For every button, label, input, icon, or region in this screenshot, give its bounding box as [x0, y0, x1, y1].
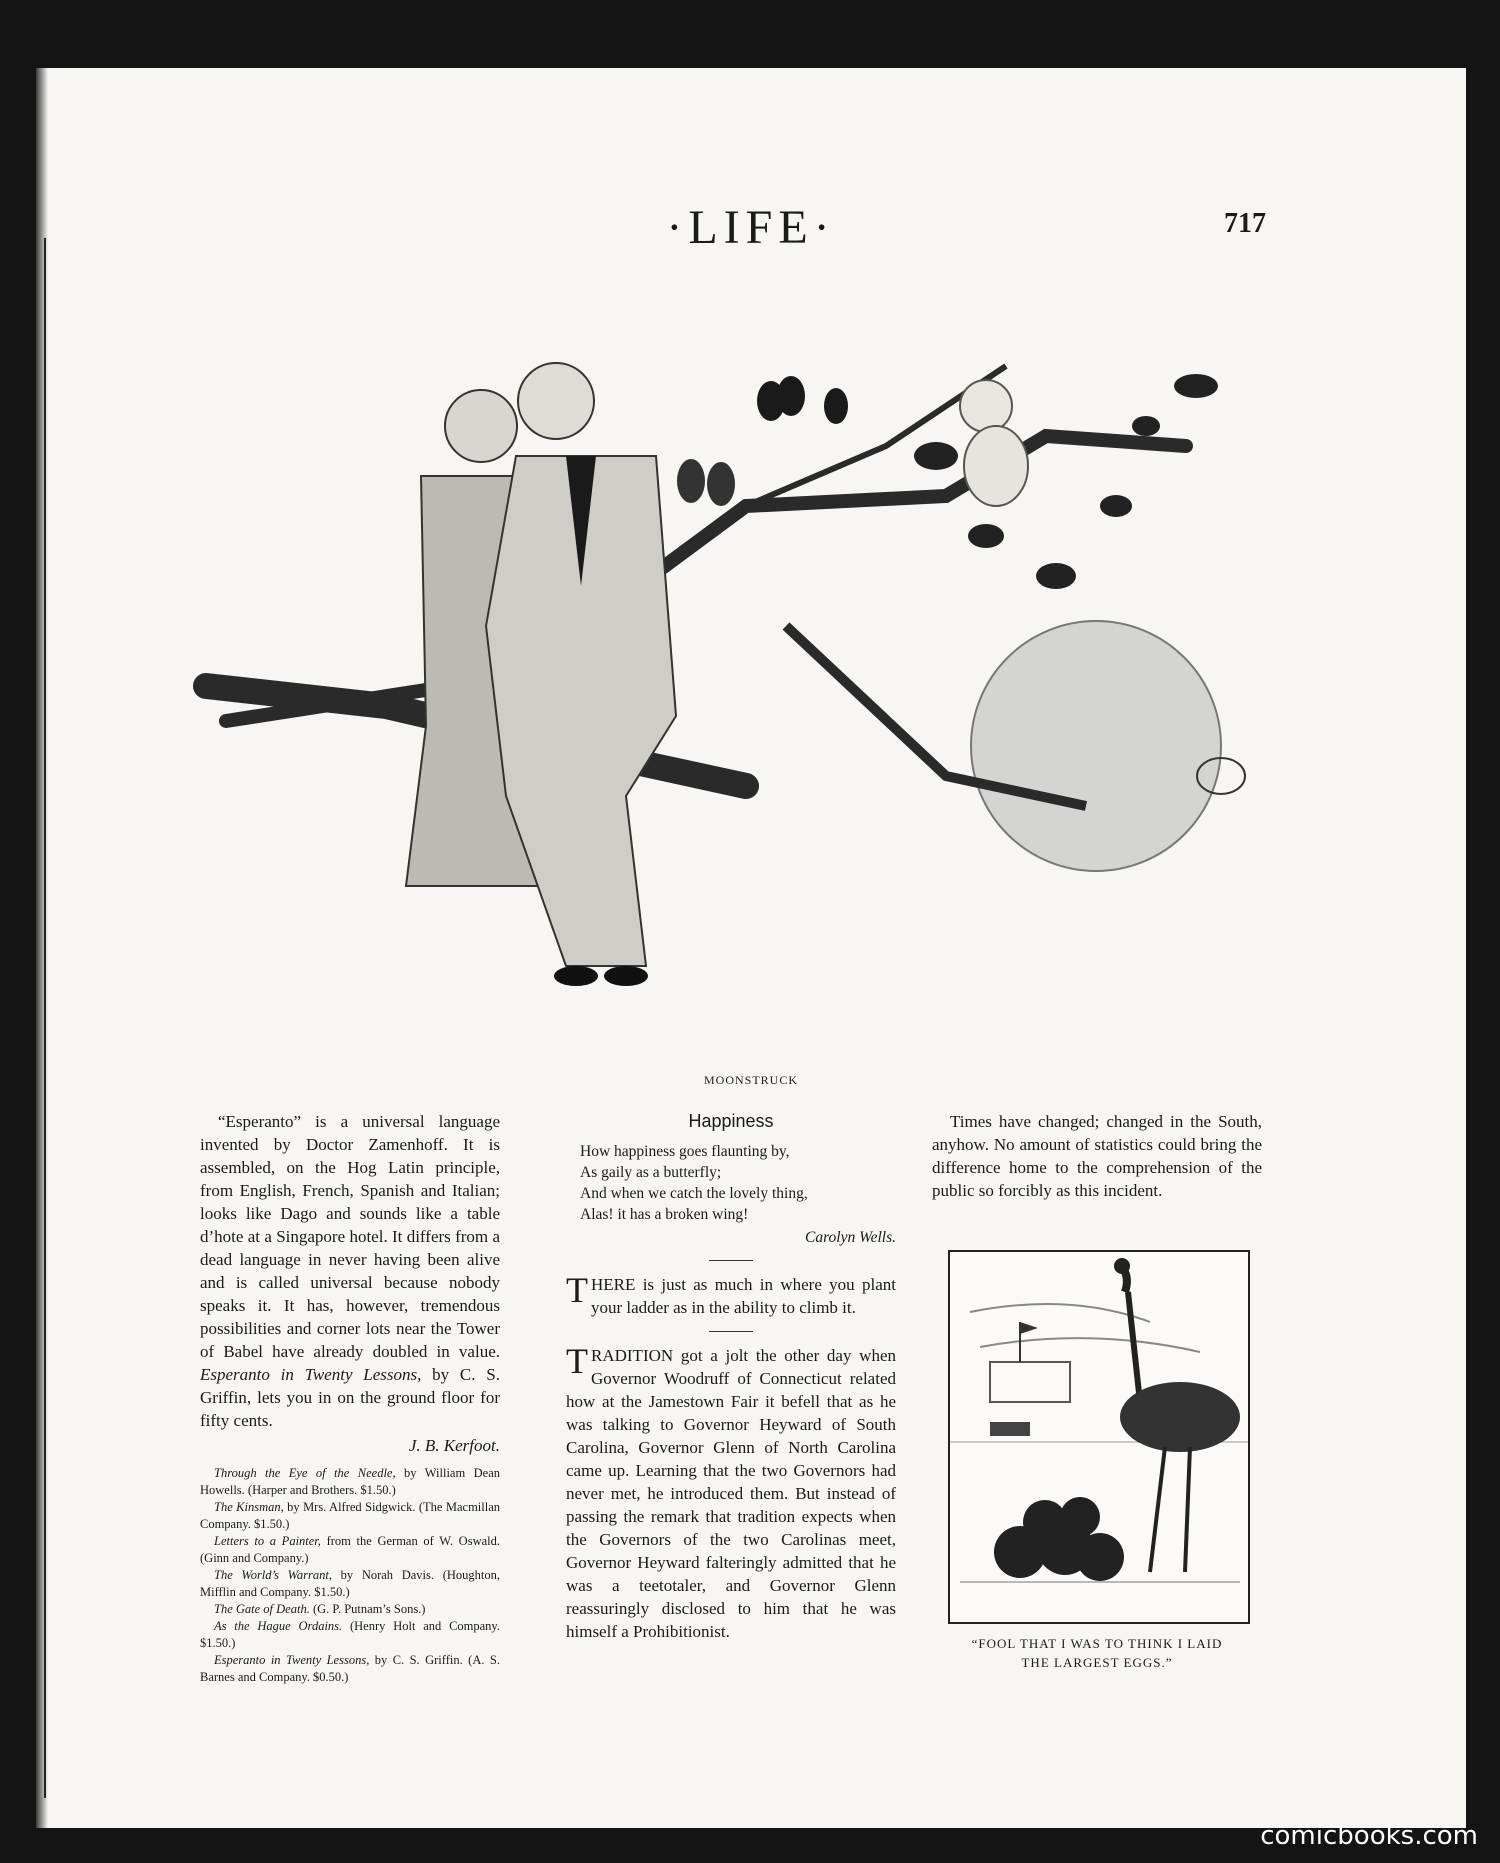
book-title: Esperanto in Twenty Lessons,: [214, 1653, 370, 1667]
divider: [709, 1331, 753, 1332]
poem-author: Carolyn Wells.: [805, 1229, 896, 1246]
cannon-shape: [990, 1422, 1030, 1436]
book-entry: [200, 1601, 500, 1618]
drop-cap: T: [566, 1341, 588, 1381]
moonstruck-illustration: [186, 326, 1336, 1066]
book-entry: [200, 1465, 500, 1499]
book-entry: [200, 1499, 500, 1533]
esperanto-text: “Esperanto” is a universal language invented by Doctor Zamenhoff. It is assembled, on the Hog Latin principle, from English, French, Spanish and Italian; looks like Dago and sounds like a table d’hote at a Singapore hotel. It differs from a dead language in never having been alive and is called universal because nobody speaks it. It has, however, tremendous possibilities and corner lots near the Tower of Babel have already doubled in value.: [200, 1112, 500, 1361]
poem-line: How happiness goes flaunting by,: [580, 1143, 790, 1160]
poem-title: Happiness: [688, 1111, 774, 1131]
tradition-text: RADITION got a jolt the other day when Governor Woodruff of Connecticut related how at the Jamestown Fair it befell that as he was talking to Governor Heyward of South Carolina, Governor Glenn of North Carolina came up. Learning that the two Governors had never met, he introduced them. But instead of passing the remark that tradition expects when the Governors of the two Carolinas meet, Governor Heyward falteringly admitted that he was a teetotaler, and Governor Glenn reassuringly disclosed to him that he was himself a Prohibitionist.: [566, 1346, 896, 1641]
ladder-text: HERE is just as much in where you plant your ladder as in the ability to climb it.: [591, 1275, 896, 1317]
owls-group: [677, 459, 735, 506]
woman-head: [445, 390, 517, 462]
page-gutter-shadow: [36, 68, 48, 1828]
moon-shape: [971, 621, 1221, 871]
cartoon-caption: [932, 1634, 1262, 1672]
book-entry: [200, 1567, 500, 1601]
right-column: [932, 1110, 1262, 1202]
masthead-title: ·LIFE·: [666, 201, 836, 254]
cartoon-caption-line: THE LARGEST EGGS.”: [1021, 1655, 1173, 1670]
ostrich-head: [1114, 1258, 1130, 1274]
man-shoe-2: [604, 966, 648, 986]
man-head: [518, 363, 594, 439]
book-details: by Norah Davis. (Houghton, Mifflin and Company. $1.50.): [200, 1568, 500, 1599]
cupid-body: [964, 426, 1028, 506]
magazine-page: [36, 68, 1466, 1828]
book-title: Letters to a Painter,: [214, 1534, 321, 1548]
ostrich-body: [1120, 1382, 1240, 1452]
book-entry: [200, 1533, 500, 1567]
book-entry: [200, 1618, 500, 1652]
cannonball-eggs: [994, 1497, 1124, 1581]
book-title: The World’s Warrant,: [214, 1568, 332, 1582]
poem-line: Alas! it has a broken wing!: [580, 1206, 749, 1223]
book-details: (G. P. Putnam’s Sons.): [309, 1602, 426, 1616]
ostrich-cartoon: [948, 1250, 1250, 1624]
binding-edge: [44, 238, 46, 1798]
esperanto-book-title: Esperanto in Twenty Lessons,: [200, 1365, 422, 1384]
poem-line: And when we catch the lovely thing,: [580, 1185, 808, 1202]
cupid-head: [960, 380, 1012, 432]
signature: J. B. Kerfoot.: [408, 1436, 500, 1455]
times-changed-article: Times have changed; changed in the South, anyhow. No amount of statistics could bring the difference home to the comprehension of the public so forcibly as this incident.: [932, 1112, 1262, 1200]
esperanto-text-tail: by C. S. Griffin, lets you in on the ground floor for fifty cents.: [200, 1365, 500, 1430]
book-entry: [200, 1652, 500, 1686]
illustration-caption: MOONSTRUCK: [703, 1073, 798, 1087]
fort-shape: [990, 1362, 1070, 1402]
book-title: As the Hague Ordains.: [214, 1619, 343, 1633]
flag-shape: [1020, 1322, 1038, 1334]
divider: [709, 1260, 753, 1261]
cartoon-caption-line: “FOOL THAT I WAS TO THINK I LAID: [971, 1636, 1223, 1651]
poem-line: As gaily as a butterfly;: [580, 1164, 722, 1181]
watermark: comicbooks.com: [1260, 1821, 1478, 1851]
middle-column: [566, 1110, 896, 1643]
ostrich-leg-2: [1185, 1447, 1190, 1572]
book-details: from the German of W. Oswald. (Ginn and Company.): [200, 1534, 500, 1565]
book-details: (Henry Holt and Company. $1.50.): [200, 1619, 500, 1650]
book-details: by C. S. Griffin. (A. S. Barnes and Company. $0.50.): [200, 1653, 500, 1684]
drop-cap: T: [566, 1270, 588, 1310]
poem: [566, 1141, 896, 1248]
book-list: [200, 1465, 500, 1686]
page-number: 717: [1224, 208, 1266, 239]
book-title: The Gate of Death.: [214, 1602, 310, 1616]
book-details: by William Dean Howells. (Harper and Brothers. $1.50.): [200, 1466, 500, 1497]
birds-group: [757, 376, 848, 424]
man-shoe: [554, 966, 598, 986]
left-column: [200, 1110, 500, 1686]
book-details: by Mrs. Alfred Sidgwick. (The Macmillan Company. $1.50.): [200, 1500, 501, 1531]
tradition-paragraph: [566, 1341, 896, 1643]
book-title: Through the Eye of the Needle,: [214, 1466, 396, 1480]
esperanto-article: [200, 1110, 500, 1432]
ladder-paragraph: [566, 1270, 896, 1319]
ostrich-leg: [1150, 1447, 1165, 1572]
book-title: The Kinsman,: [214, 1500, 284, 1514]
